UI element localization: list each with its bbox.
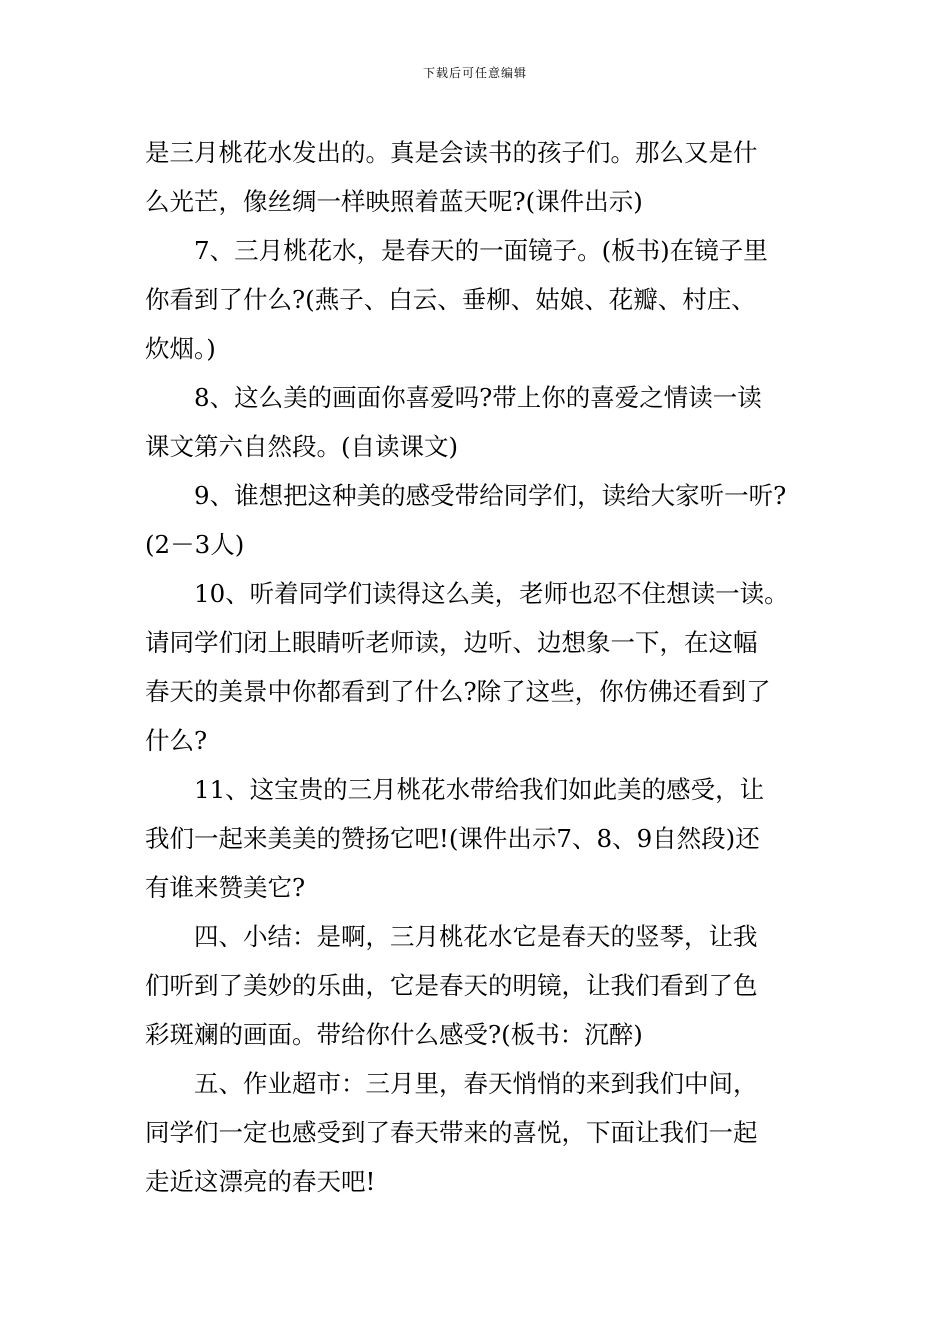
text-line: 彩斑斓的画面。带给你什么感受?(板书：沉醉) [145,1020,643,1049]
text-line: 课文第六自然段。(自读课文) [145,432,459,461]
body-text [145,128,825,1206]
text-line: 请同学们闭上眼睛听老师读，边听、边想象一下，在这幅 [145,628,758,657]
text-line: 同学们一定也感受到了春天带来的喜悦，下面让我们一起 [145,1118,758,1147]
text-line: 走近这漂亮的春天吧! [145,1167,376,1196]
text-line: 炊烟。) [145,334,216,363]
page-header: 下载后可任意编辑 [422,66,527,80]
text-line: 是三月桃花水发出的。真是会读书的孩子们。那么又是什 [145,138,758,167]
text-line: 8、这么美的画面你喜爱吗?带上你的喜爱之情读一读 [194,383,762,412]
text-line: 四、小结：是啊，三月桃花水它是春天的竖琴，让我 [194,922,758,951]
text-line: 9、谁想把这种美的感受带给同学们，读给大家听一听? [194,481,787,510]
text-line: 11、这宝贵的三月桃花水带给我们如此美的感受，让 [194,775,765,804]
text-line: 春天的美景中你都看到了什么?除了这些，你仿佛还看到了 [145,677,771,706]
text-line: 么光芒，像丝绸一样映照着蓝天呢?(课件出示) [145,187,643,216]
text-line: 们听到了美妙的乐曲，它是春天的明镜，让我们看到了色 [145,971,758,1000]
text-line: 什么? [145,726,208,755]
text-line: 7、三月桃花水，是春天的一面镜子。(板书)在镜子里 [194,236,768,265]
text-line: 五、作业超市：三月里，春天悄悄的来到我们中间， [194,1069,758,1098]
text-line: (2－3人) [145,530,245,559]
text-line: 有谁来赞美它? [145,873,306,902]
text-line: 10、听着同学们读得这么美，老师也忍不住想读一读。 [194,579,789,608]
text-line: 我们一起来美美的赞扬它吧!(课件出示7、8、9自然段)还 [145,824,760,853]
text-line: 你看到了什么?(燕子、白云、垂柳、姑娘、花瓣、村庄、 [145,285,756,314]
